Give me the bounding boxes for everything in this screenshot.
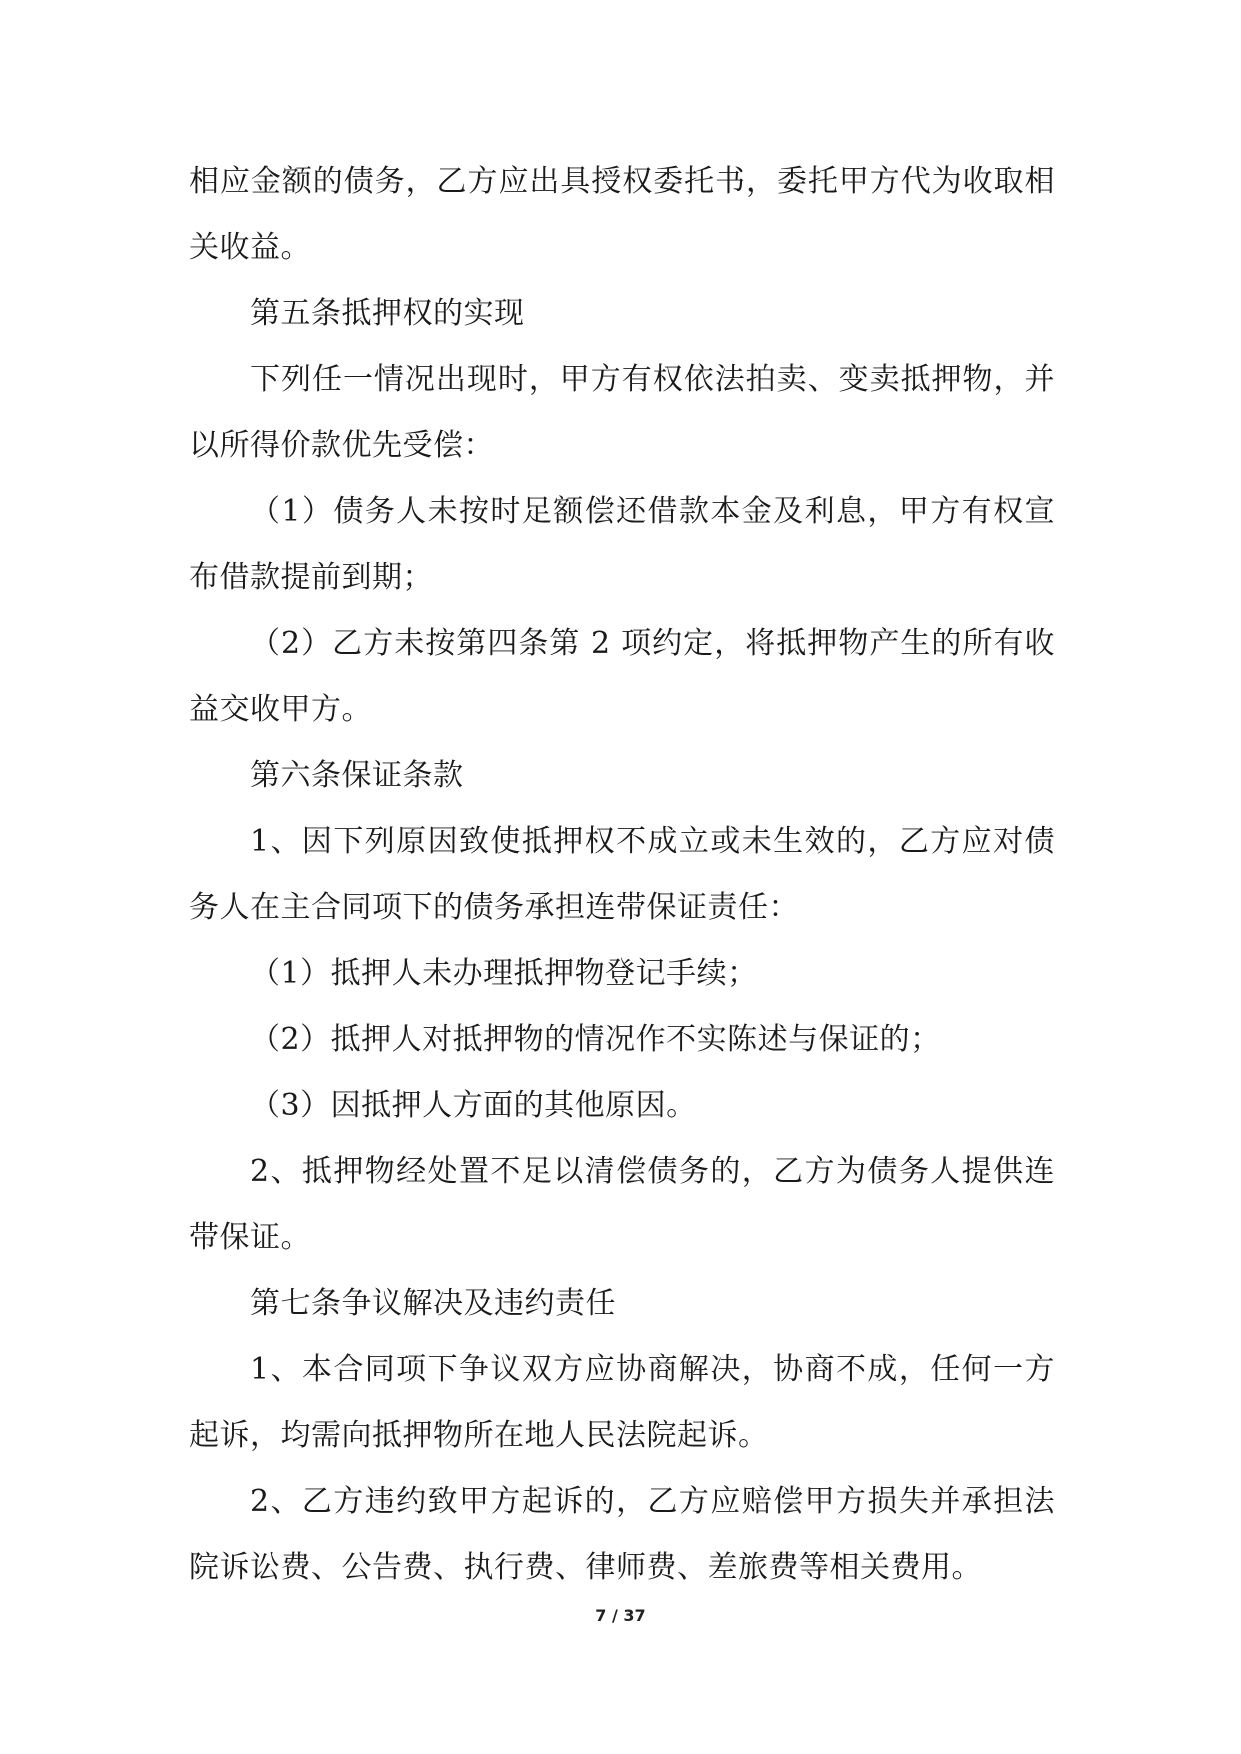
paragraph-line: 带保证。	[189, 1220, 311, 1255]
list-item-line: 益交收甲方。	[189, 692, 372, 727]
list-item-line: （1）债务人未按时足额偿还借款本金及利息，甲方有权宣	[250, 494, 1055, 529]
paragraph-line: 务人在主合同项下的债务承担连带保证责任：	[189, 890, 799, 925]
page-number: 7 / 37	[595, 1606, 646, 1625]
paragraph-line: 1、本合同项下争议双方应协商解决，协商不成，任何一方	[250, 1352, 1055, 1387]
list-item-line: （1）抵押人未办理抵押物登记手续；	[250, 956, 758, 991]
section-heading: 第五条抵押权的实现	[250, 296, 525, 331]
paragraph-line: 1、因下列原因致使抵押权不成立或未生效的，乙方应对债	[250, 824, 1055, 859]
list-item-line: （2）抵押人对抵押物的情况作不实陈述与保证的；	[250, 1022, 941, 1057]
list-item-line: （2）乙方未按第四条第 2 项约定，将抵押物产生的所有收	[250, 626, 1055, 661]
list-item-line: （3）因抵押人方面的其他原因。	[250, 1088, 697, 1123]
section-heading: 第七条争议解决及违约责任	[250, 1286, 616, 1321]
paragraph-line: 相应金额的债务，乙方应出具授权委托书，委托甲方代为收取相	[189, 164, 1055, 199]
section-heading: 第六条保证条款	[250, 758, 464, 793]
paragraph-line: 以所得价款优先受偿：	[189, 428, 494, 463]
paragraph-line: 院诉讼费、公告费、执行费、律师费、差旅费等相关费用。	[189, 1550, 982, 1585]
paragraph-line: 关收益。	[189, 230, 311, 265]
paragraph-line: 2、抵押物经处置不足以清偿债务的，乙方为债务人提供连	[250, 1154, 1055, 1189]
list-item-line: 布借款提前到期；	[189, 560, 433, 595]
paragraph-line: 2、乙方违约致甲方起诉的，乙方应赔偿甲方损失并承担法	[250, 1484, 1055, 1519]
paragraph-line: 起诉，均需向抵押物所在地人民法院起诉。	[189, 1418, 769, 1453]
paragraph-line: 下列任一情况出现时，甲方有权依法拍卖、变卖抵押物，并	[250, 362, 1055, 397]
